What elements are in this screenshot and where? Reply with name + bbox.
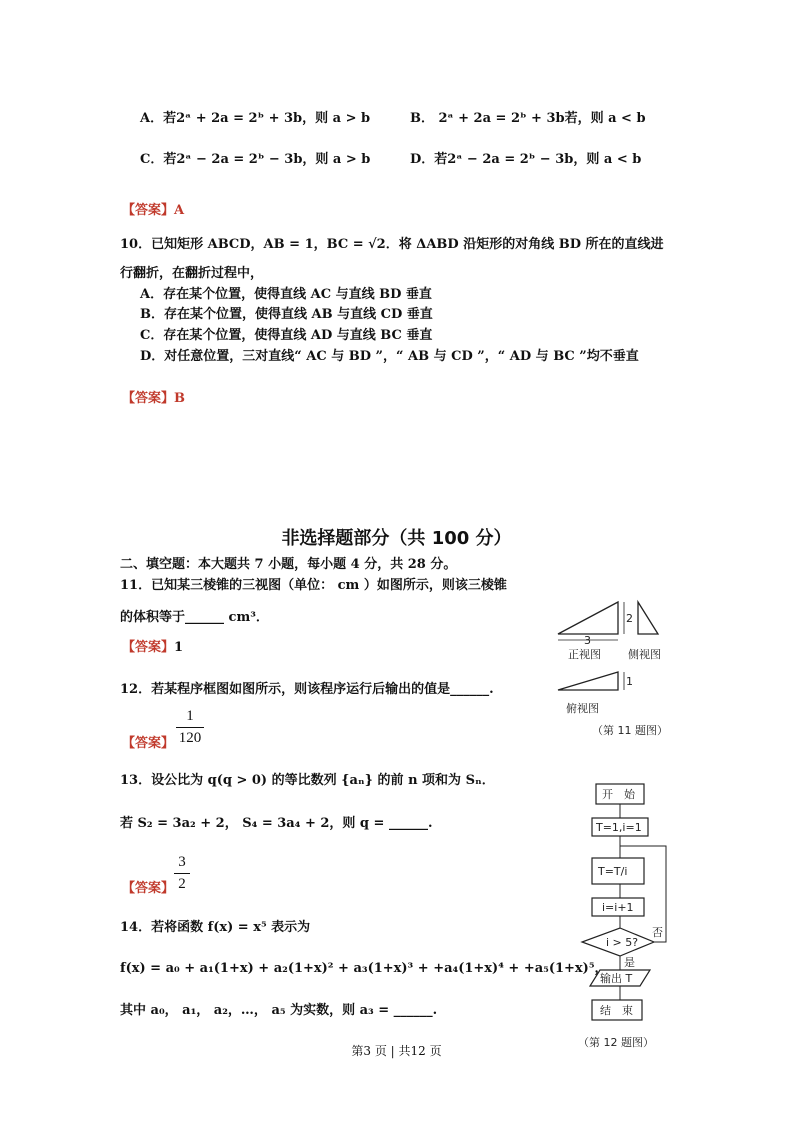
no-label: 否 (652, 926, 663, 939)
q14-formula: f(x) = a₀ + a₁(1+x) + a₂(1+x)² + a₃(1+x)³ + +a₄(1+x)⁴ + +a₅(1+x)⁵， (120, 961, 608, 976)
start-label: 开 始 (602, 788, 635, 801)
yes-label: 是 (624, 956, 635, 969)
q13-answer-fraction (174, 854, 190, 893)
dim-1-label: 1 (626, 675, 633, 688)
inc-label: i=i+1 (602, 901, 634, 914)
answer-value: 1 (174, 640, 184, 655)
q10-option-c: C．存在某个位置，使得直线 AD 与直线 BC 垂直 (140, 328, 433, 343)
init-label: T=1,i=1 (596, 821, 642, 834)
answer-label: 【答案】 (122, 881, 175, 896)
q9-option-a: A．若2ᵃ + 2a = 2ᵇ + 3b，则 a > b (140, 111, 371, 126)
q13-stem-1: 13．设公比为 q(q > 0) 的等比数列 {aₙ} 的前 n 项和为 Sₙ． (120, 773, 495, 788)
q13-answer-label (122, 880, 174, 898)
numerator: 1 (186, 708, 194, 724)
q12-answer-label (122, 735, 174, 753)
answer-label: 【答案】 (122, 640, 175, 655)
figure-11-caption: （第 11 题图） (592, 724, 668, 737)
q10-answer (122, 390, 185, 408)
q10-stem-1: 10．已知矩形 ABCD，AB = 1，BC = √2．将 ΔABD 沿矩形的对角线 BD 所在的直线进 (120, 237, 664, 252)
assign-label: T=T/i (598, 865, 628, 878)
dim-2-label: 2 (626, 612, 633, 625)
fraction-bar (176, 727, 204, 728)
page-footer: 第3 页 | 共12 页 (351, 1044, 442, 1058)
figure-12-caption: （第 12 题图） (578, 1036, 654, 1049)
q9-answer (122, 202, 184, 220)
q11-stem-2: 的体积等于______ cm³． (120, 610, 269, 625)
top-view-shape (558, 672, 618, 690)
end-label: 结 束 (600, 1004, 633, 1017)
figure-12-flowchart (574, 780, 684, 1058)
q10-stem-2: 行翻折，在翻折过程中， (120, 266, 264, 281)
front-view-shape (558, 602, 618, 634)
fraction-bar (174, 873, 190, 874)
denominator: 120 (178, 730, 202, 746)
answer-value: B (174, 391, 186, 406)
condition-label: i > 5? (606, 936, 639, 949)
output-label: 输出 T (600, 972, 633, 985)
q9-option-d: D．若2ᵃ − 2a = 2ᵇ − 3b，则 a < b (410, 152, 642, 167)
q12-stem: 12．若某程序框图如图所示，则该程序运行后输出的值是______. (120, 682, 494, 697)
q14-stem-3: 其中 a₀， a₁， a₂，…， a₅ 为实数，则 a₃ = ______. (120, 1003, 438, 1018)
answer-label: 【答案】 (122, 736, 175, 751)
q11-stem-1: 11．已知某三棱锥的三视图（单位： cm ）如图所示，则该三棱锥 (120, 578, 507, 593)
q11-answer (122, 639, 183, 657)
q10-option-b: B．存在某个位置，使得直线 AB 与直线 CD 垂直 (140, 307, 433, 322)
q10-option-a: A．存在某个位置，使得直线 AC 与直线 BD 垂直 (140, 287, 432, 302)
q13-stem-2: 若 S₂ = 3a₂ + 2， S₄ = 3a₄ + 2，则 q = ______. (120, 816, 433, 831)
q10-option-d: D．对任意位置，三对直线“ AC 与 BD ”，“ AB 与 CD ”，“ AD 与 BC ”均不垂直 (140, 349, 639, 364)
dim-3-label: 3 (584, 634, 591, 647)
figure-11-three-views (540, 594, 680, 744)
q14-stem-1: 14．若将函数 f(x) = x⁵ 表示为 (120, 920, 311, 935)
denominator: 2 (178, 876, 186, 892)
answer-value: A (174, 203, 185, 218)
answer-label: 【答案】 (122, 391, 175, 406)
side-view-shape (638, 602, 658, 634)
section-2-heading: 二、填空题：本大题共 7 小题，每小题 4 分，共 28 分。 (120, 557, 457, 572)
q9-option-c: C．若2ᵃ − 2a = 2ᵇ − 3b，则 a > b (140, 152, 371, 167)
q12-answer-fraction (176, 708, 204, 747)
numerator: 3 (178, 854, 186, 870)
q9-option-b: B． 2ᵃ + 2a = 2ᵇ + 3b若，则 a < b (410, 111, 646, 126)
answer-label: 【答案】 (122, 203, 175, 218)
section-title: 非选择题部分（共 100 分） (281, 528, 512, 549)
top-view-label: 俯视图 (566, 702, 599, 715)
front-view-label: 正视图 (568, 648, 601, 661)
side-view-label: 侧视图 (628, 648, 661, 661)
